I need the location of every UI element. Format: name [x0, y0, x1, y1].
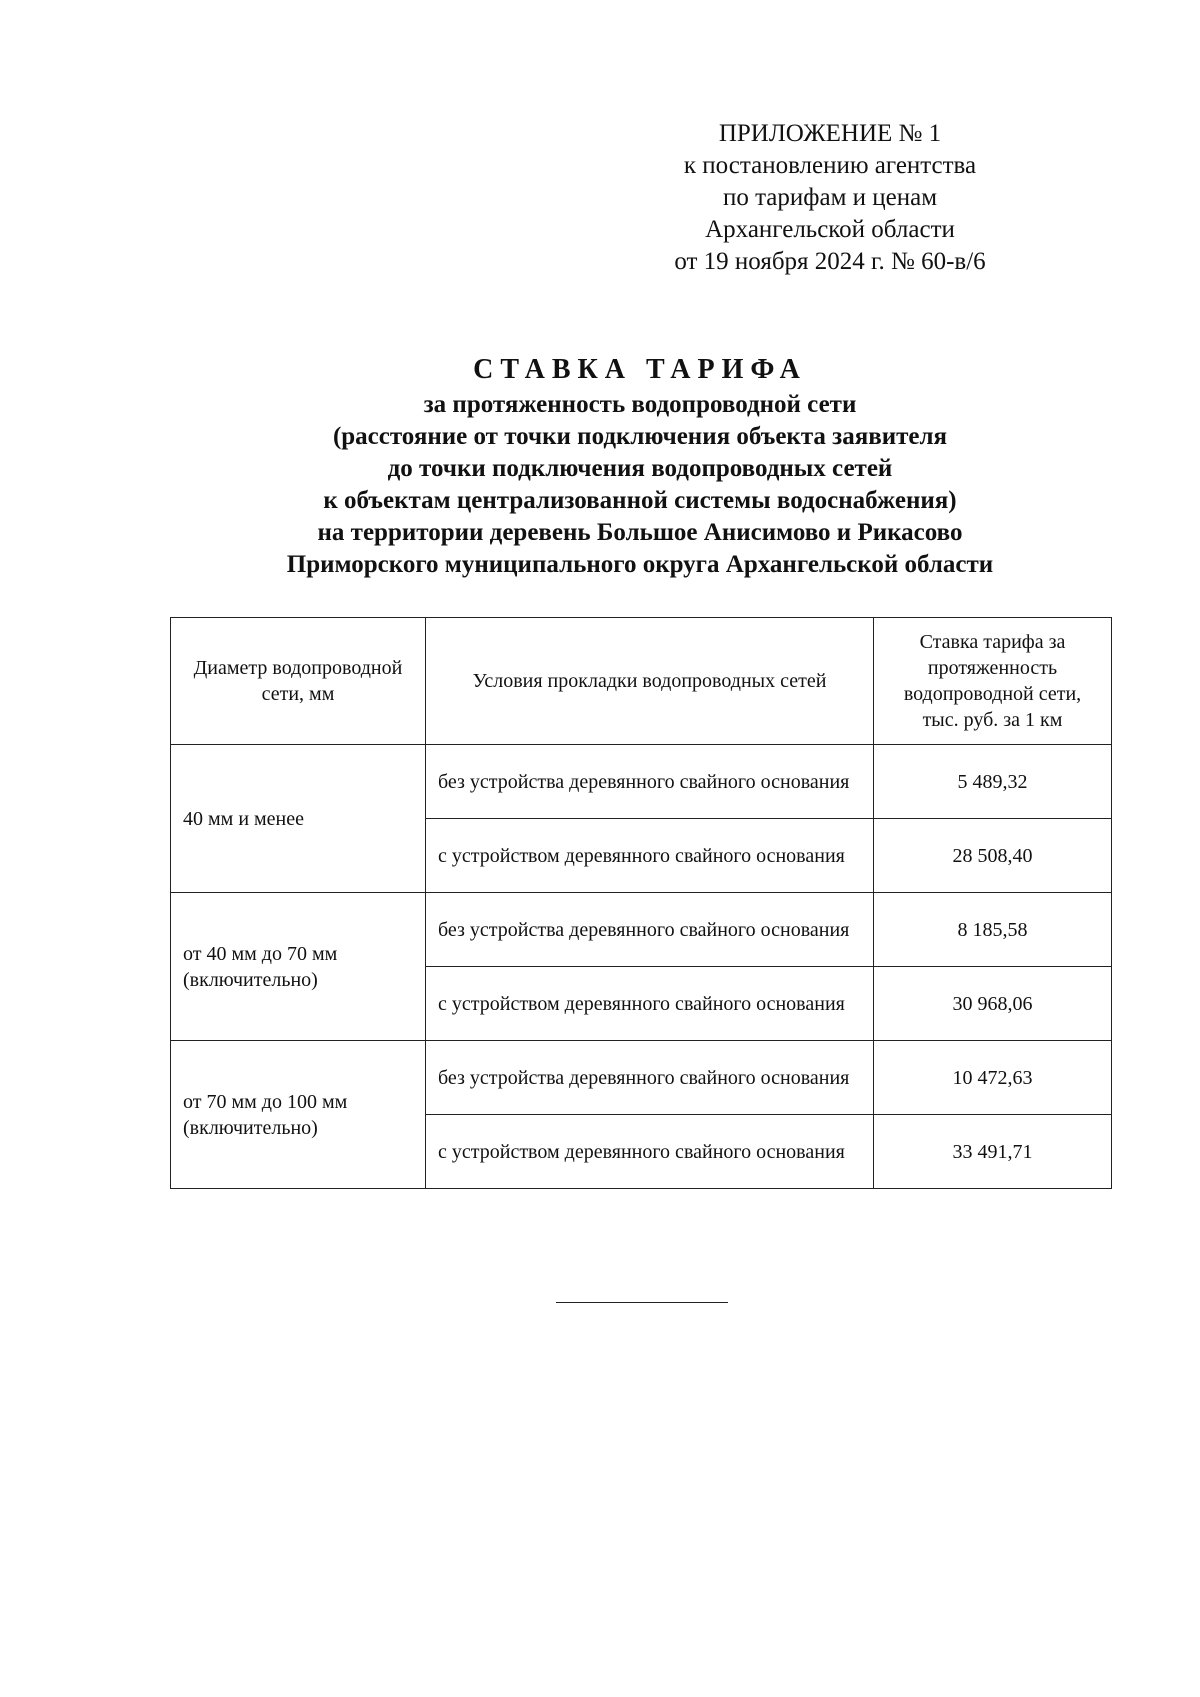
condition-cell: без устройства деревянного свайного основания [426, 745, 874, 819]
condition-cell: с устройством деревянного свайного основания [426, 819, 874, 893]
heading-line-2: (расстояние от точки подключения объекта заявителя [332, 423, 948, 450]
heading-line-4: к объектам централизованной системы водоснабжения) [323, 487, 957, 514]
rate-cell: 5 489,32 [874, 745, 1112, 819]
appendix-number: ПРИЛОЖЕНИЕ № 1 [718, 120, 942, 147]
rate-cell: 10 472,63 [874, 1041, 1112, 1115]
table-row [171, 745, 1112, 819]
document-title: СТАВКА ТАРИФА [473, 354, 807, 385]
condition-cell: без устройства деревянного свайного основания [426, 1041, 874, 1115]
closing-divider [556, 1302, 728, 1303]
table-row [171, 893, 1112, 967]
diameter-cell: от 40 мм до 70 мм (включительно) [171, 893, 426, 1041]
table-header-row [171, 618, 1112, 745]
tariff-table [170, 617, 1112, 1189]
appendix-block [640, 118, 1020, 278]
header-diameter: Диаметр водопроводной сети, мм [171, 618, 426, 745]
heading-line-5: на территории деревень Большое Анисимово и Рикасово [317, 519, 963, 546]
rate-cell: 8 185,58 [874, 893, 1112, 967]
condition-cell: без устройства деревянного свайного основания [426, 893, 874, 967]
heading-line-1: за протяженность водопроводной сети [423, 391, 857, 418]
diameter-cell: от 70 мм до 100 мм (включительно) [171, 1041, 426, 1189]
table-row [171, 1041, 1112, 1115]
header-rate: Ставка тарифа за протяженность водопроводной сети, тыс. руб. за 1 км [874, 618, 1112, 745]
diameter-cell: 40 мм и менее [171, 745, 426, 893]
appendix-region: Архангельской области [705, 216, 955, 243]
condition-cell: с устройством деревянного свайного основания [426, 1115, 874, 1189]
heading-line-6: Приморского муниципального округа Архангельской области [286, 551, 994, 578]
appendix-agency: по тарифам и ценам [722, 184, 938, 211]
condition-cell: с устройством деревянного свайного основания [426, 967, 874, 1041]
appendix-date: от 19 ноября 2024 г. № 60-в/6 [674, 248, 986, 275]
rate-cell: 30 968,06 [874, 967, 1112, 1041]
heading-line-3: до точки подключения водопроводных сетей [387, 455, 893, 482]
appendix-reference: к постановлению агентства [683, 152, 977, 179]
rate-cell: 33 491,71 [874, 1115, 1112, 1189]
rate-cell: 28 508,40 [874, 819, 1112, 893]
header-conditions: Условия прокладки водопроводных сетей [426, 618, 874, 745]
document-heading [200, 353, 1080, 581]
